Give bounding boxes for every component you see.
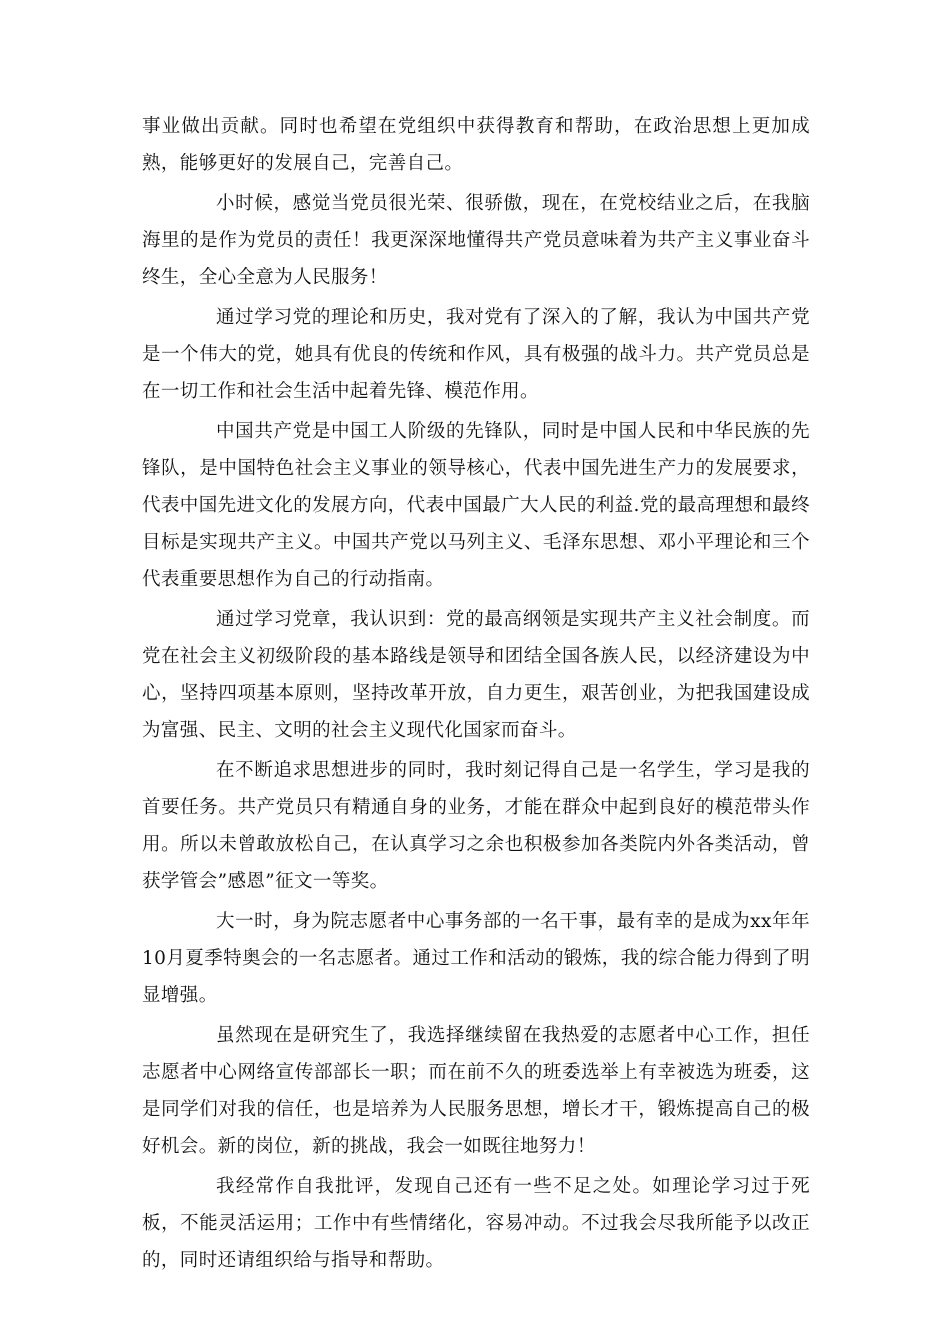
document-body — [142, 108, 810, 1282]
paragraph-graduate-work: 虽然现在是研究生了，我选择继续留在我热爱的志愿者中心工作，担任志愿者中心网络宣传部部长一职；而在前不久的班委选举上有幸被选为班委，这是同学们对我的信任，也是培养为人民服务思想，增长才干，锻炼提高自己的极好机会。新的岗位，新的挑战，我会一如既往地努力！ — [142, 1025, 810, 1157]
paragraph-volunteer-experience: 大一时，身为院志愿者中心事务部的一名干事，最有幸的是成为xx年年10月夏季特奥会的一名志愿者。通过工作和活动的锻炼，我的综合能力得到了明显增强。 — [142, 911, 810, 1006]
paragraph-party-history-study: 通过学习党的理论和历史，我对党有了深入的了解，我认为中国共产党是一个伟大的党，她具有优良的传统和作风，具有极强的战斗力。共产党员总是在一切工作和社会生活中起着先锋、模范作用。 — [142, 307, 810, 402]
paragraph-party-vanguard: 中国共产党是中国工人阶级的先锋队，同时是中国人民和中华民族的先锋队，是中国特色社会主义事业的领导核心，代表中国先进生产力的发展要求，代表中国先进文化的发展方向，代表中国最广大人民的利益.党的最高理想和最终目标是实现共产主义。中国共产党以马列主义、毛泽东思想、邓小平理论和三个代表重要思想作为自己的行动指南。 — [142, 421, 810, 590]
paragraph-self-criticism: 我经常作自我批评，发现自己还有一些不足之处。如理论学习过于死板，不能灵活运用；工作中有些情绪化，容易冲动。不过我会尽我所能予以改正的，同时还请组织给与指导和帮助。 — [142, 1176, 810, 1271]
paragraph-party-constitution: 通过学习党章，我认识到：党的最高纲领是实现共产主义社会制度。而党在社会主义初级阶段的基本路线是领导和团结全国各族人民，以经济建设为中心，坚持四项基本原则，坚持改革开放，自力更生，艰苦创业，为把我国建设成为富强、民主、文明的社会主义现代化国家而奋斗。 — [142, 609, 810, 741]
paragraph-continuation: 事业做出贡献。同时也希望在党组织中获得教育和帮助，在政治思想上更加成熟，能够更好的发展自己，完善自己。 — [142, 116, 810, 174]
paragraph-party-member-responsibility: 小时候，感觉当党员很光荣、很骄傲，现在，在党校结业之后，在我脑海里的是作为党员的责任！我更深深地懂得共产党员意味着为共产主义事业奋斗终生，全心全意为人民服务！ — [142, 193, 810, 288]
paragraph-study-priority: 在不断追求思想进步的同时，我时刻记得自己是一名学生，学习是我的首要任务。共产党员只有精通自身的业务，才能在群众中起到良好的模范带头作用。所以未曾敢放松自己，在认真学习之余也积极参加各类院内外各类活动，曾获学管会”感恩”征文一等奖。 — [142, 760, 810, 892]
